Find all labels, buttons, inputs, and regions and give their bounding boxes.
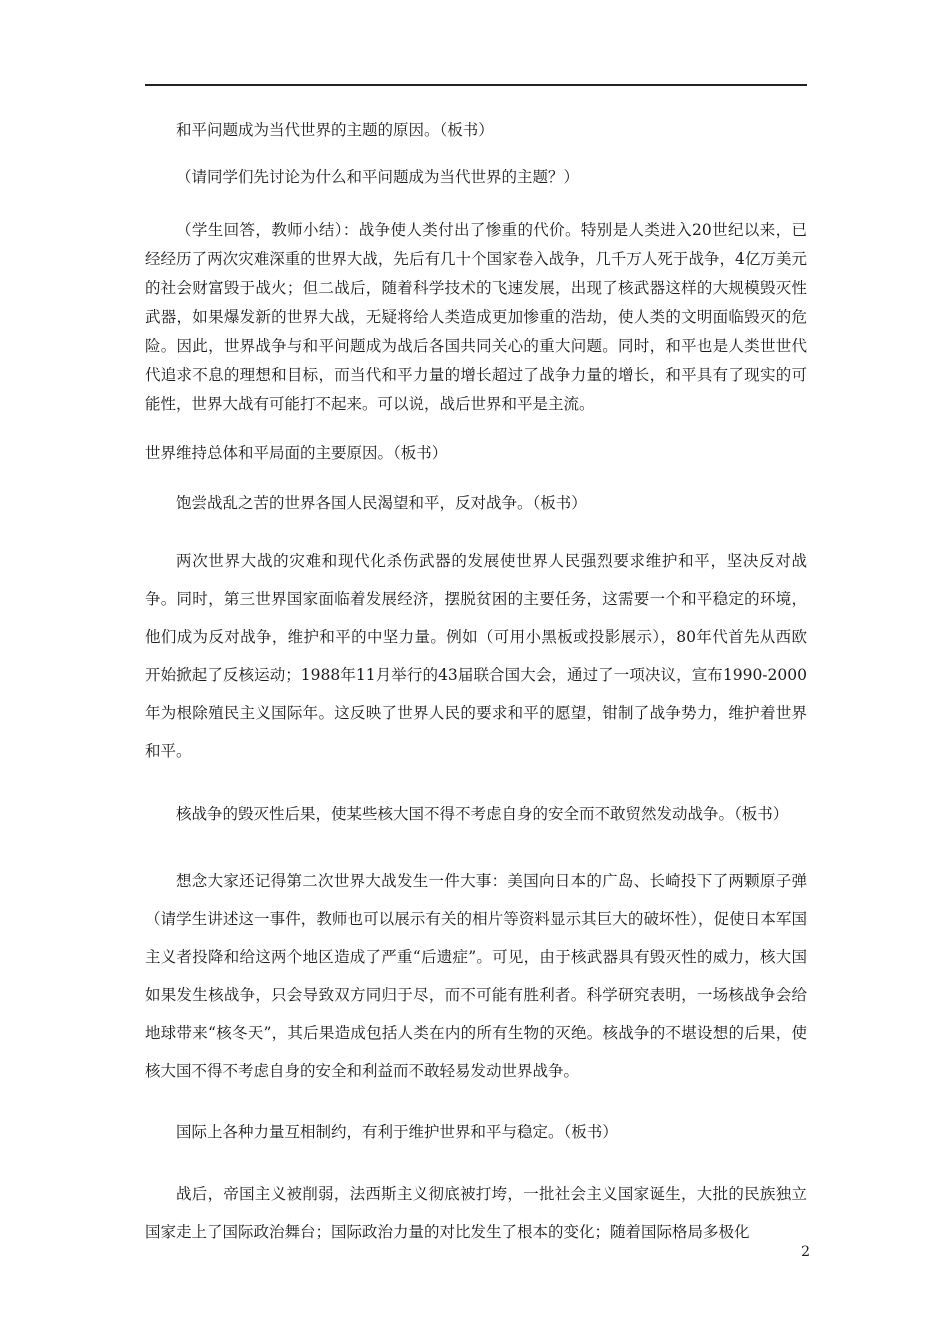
paragraph-people-desire-peace: 两次世界大战的灾难和现代化杀伤武器的发展使世界人民强烈要求维护和平，坚决反对战争。同时，第三世界国家面临着发展经济，摆脱贫困的主要任务，这需要一个和平稳定的环境，他们成为反对战争，维护和平的中坚力量。例如（可用小黑板或投影展示），80年代首先从西欧开始掀起了反核运动；1988年11月举行的43届联合国大会，通过了一项决议，宣布1990-2000年为根除殖民主义国际年。这反映了世界人民的要求和平的愿望，钳制了战争势力，维护着世界和平。 [145,552,807,760]
paragraph-heading-mutual-restraint: 国际上各种力量互相制约，有利于维护世界和平与稳定。（板书） [176,1123,618,1141]
paragraph-teacher-summary: （学生回答，教师小结）：战争使人类付出了惨重的代价。特别是人类进入20世纪以来，已经经历了两次灾难深重的世界大战，先后有几十个国家卷入战争，几千万人死于战争，4亿万美元的社会财富毁于战火；但二战后，随着科学技术的飞速发展，出现了核武器这样的大规模毁灭性武器，如果爆发新的世界大战，无疑将给人类造成更加惨重的浩劫，使人类的文明面临毁灭的危险。因此，世界战争与和平问题成为战后各国共同关心的重大问题。同时，和平也是人类世世代代追求不息的理想和目标，而当代和平力量的增长超过了战争力量的增长，和平具有了现实的可能性，世界大战有可能打不起来。可以说，战后世界和平是主流。 [145,221,807,413]
paragraph-discussion-prompt: （请同学们先讨论为什么和平问题成为当代世界的主题？） [176,168,580,186]
header-rule [145,84,807,86]
paragraph-heading-main-reasons: 世界维持总体和平局面的主要原因。（板书） [145,444,448,462]
paragraph-heading-nuclear-consequences: 核战争的毁灭性后果，使某些核大国不得不考虑自身的安全而不敢贸然发动战争。（板书） [176,805,789,823]
paragraph-postwar-changes: 战后，帝国主义被削弱，法西斯主义彻底被打垮，一批社会主义国家诞生，大批的民族独立国家走上了国际政治舞台；国际政治力量的对比发生了根本的变化；随着国际格局多极化 [145,1185,807,1241]
paragraph-heading-peace-theme: 和平问题成为当代世界的主题的原因。（板书） [176,121,494,139]
page-number: 2 [801,1244,810,1260]
paragraph-nuclear-consequences: 想念大家还记得第二次世界大战发生一件大事：美国向日本的广岛、长崎投下了两颗原子弹（请学生讲述这一事件，教师也可以展示有关的相片等资料显示其巨大的破坏性），促使日本军国主义者投降和给这两个地区造成了严重“后遗症”。可见，由于核武器具有毁灭性的威力，核大国如果发生核战争，只会导致双方同归于尽，而不可能有胜利者。科学研究表明，一场核战争会给地球带来“核冬天”，其后果造成包括人类在内的所有生物的灭绝。核战争的不堪设想的后果，使核大国不得不考虑自身的安全和利益而不敢轻易发动世界战争。 [145,872,807,1080]
document-body [145,116,807,1251]
paragraph-heading-people-desire-peace: 饱尝战乱之苦的世界各国人民渴望和平，反对战争。（板书） [176,494,587,512]
